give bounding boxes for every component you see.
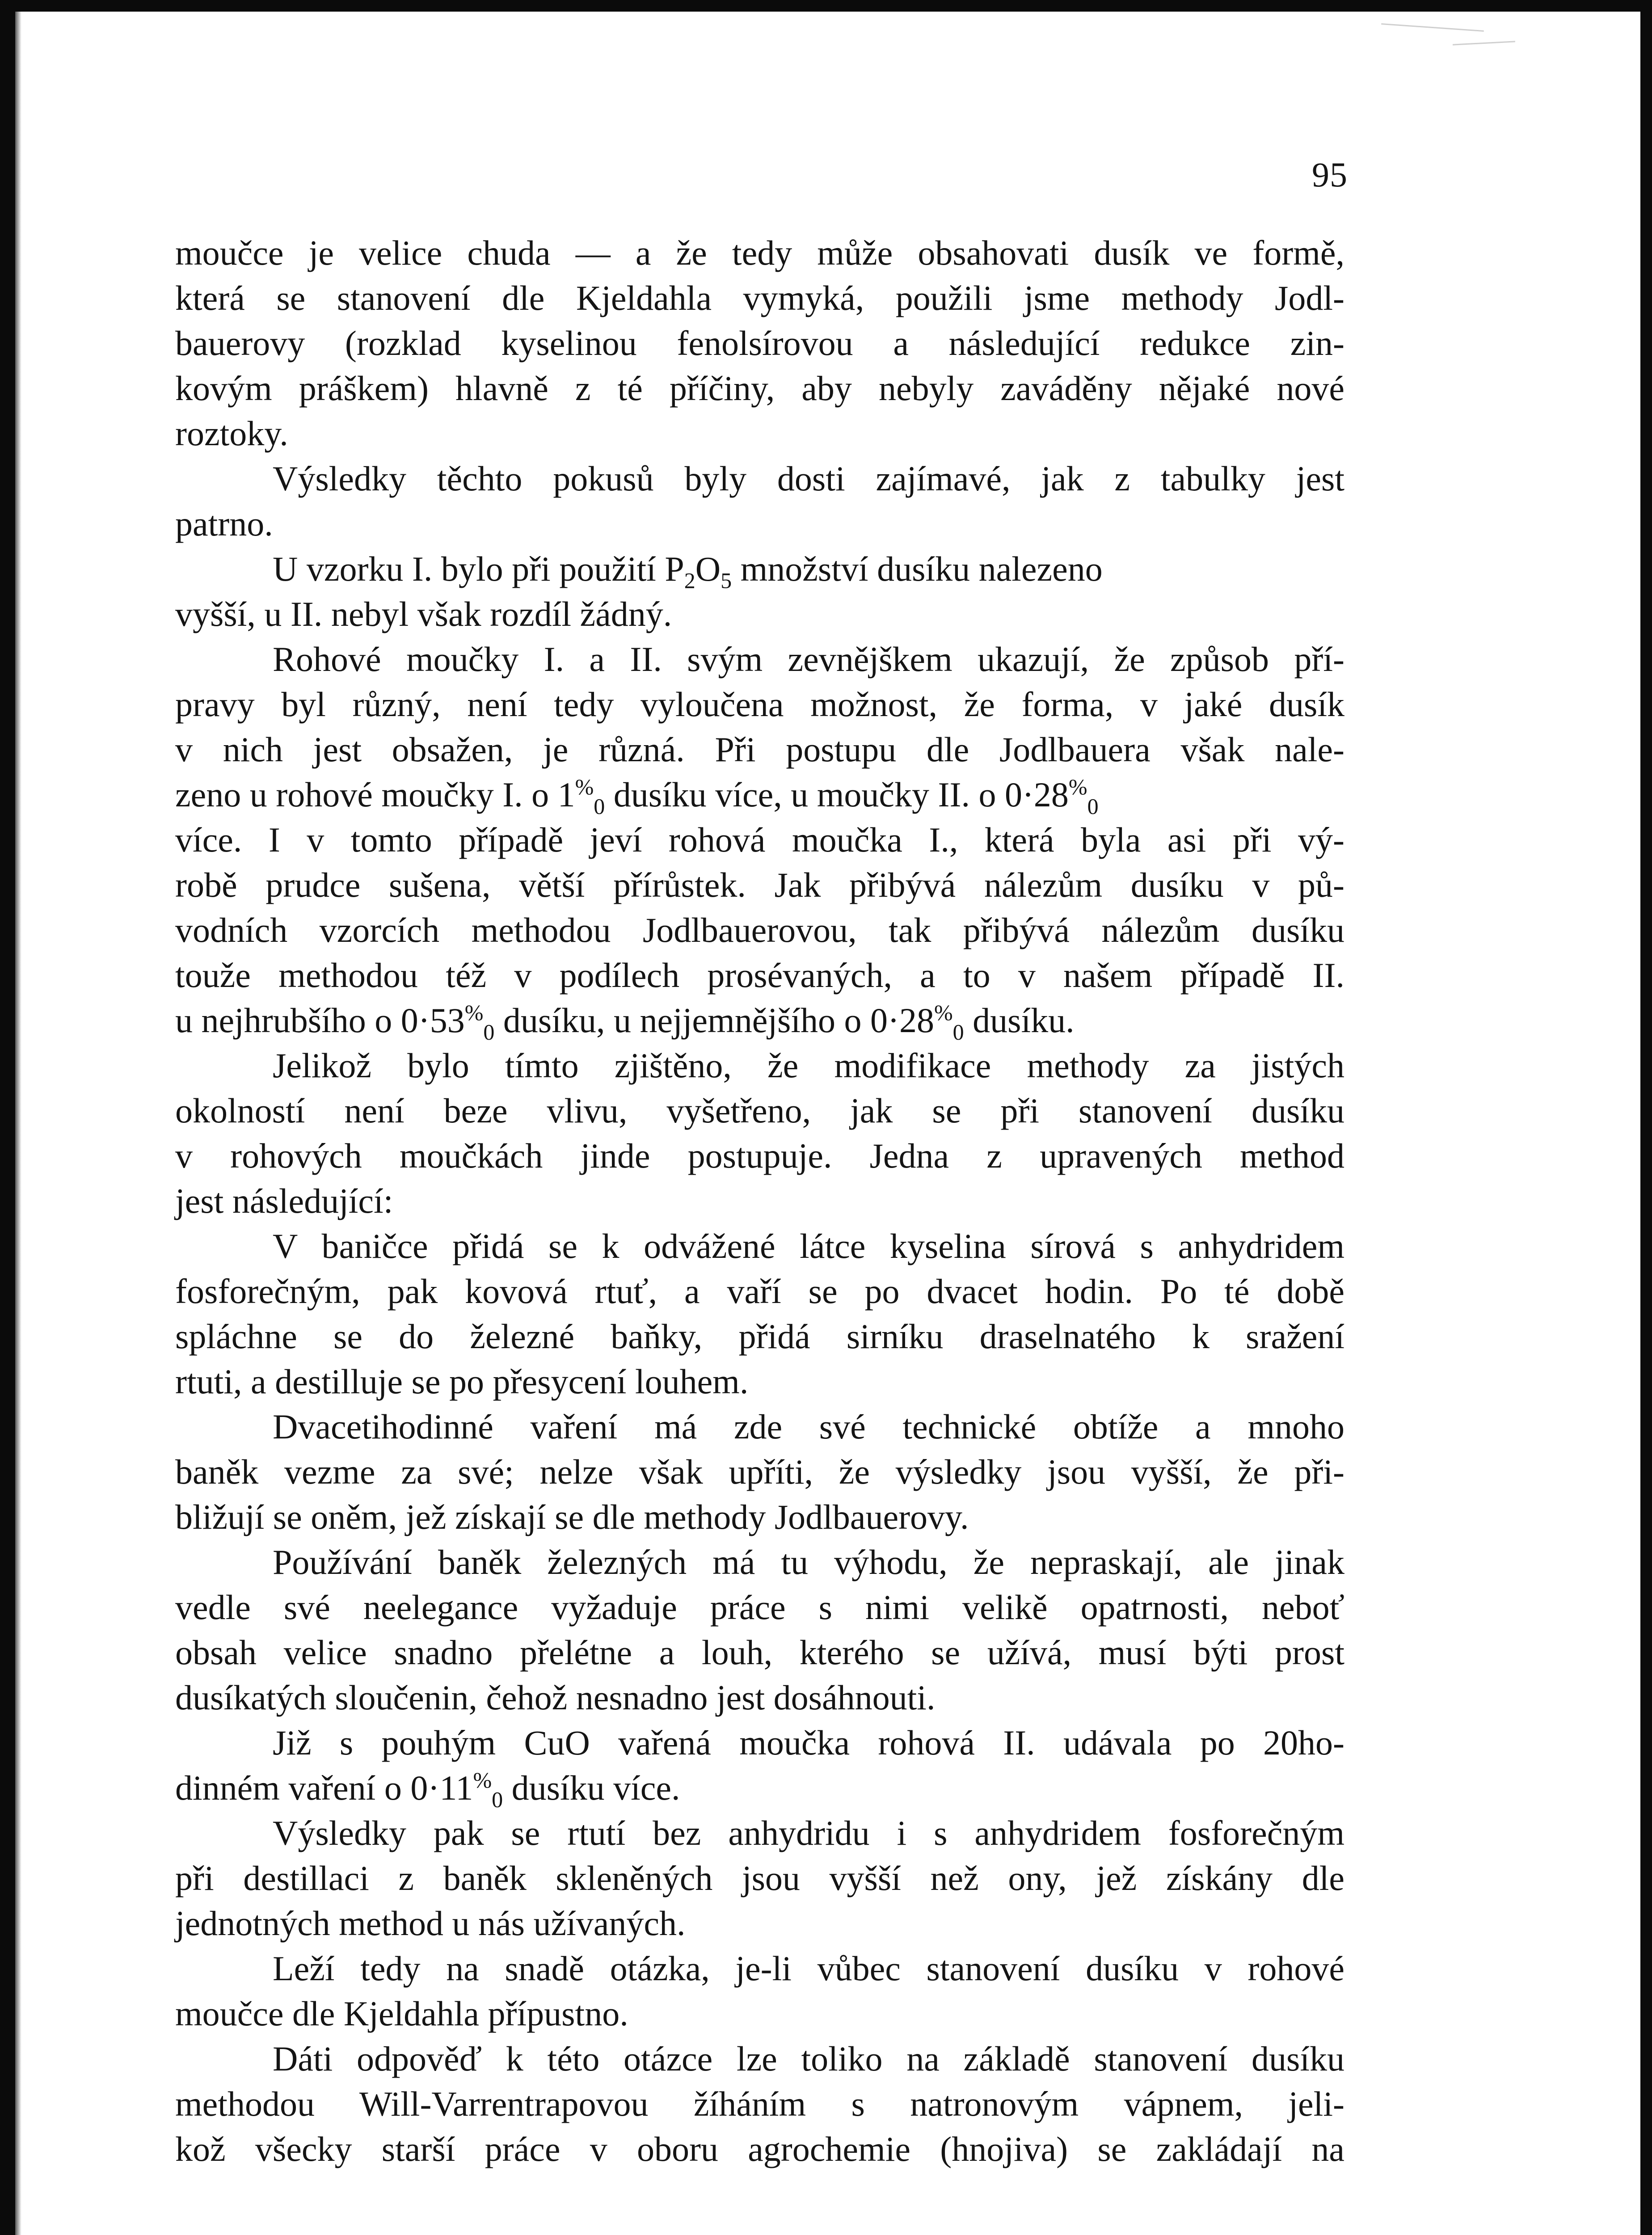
text-line: touže methodou též v podílech prosévaných, a to v našem případě II. [175,956,1344,995]
text-line: více. I v tomto případě jeví rohová moučka I., která byla asi při vý- [175,820,1344,859]
text-line: robě prudce sušena, větší přírůstek. Jak přibývá nálezům dusíku v pů- [175,865,1344,904]
page-edge-shadow [15,12,21,2235]
text-line: dusíkatých sloučenin, čehož nesnadno jest dosáhnouti. [175,1678,936,1717]
text-line: v rohových moučkách jinde postupuje. Jedna z upravených method [175,1136,1344,1175]
text-line: Dáti odpověď k této otázce lze toliko na základě stanovení dusíku [273,2039,1344,2078]
scan-smudge [1453,41,1515,45]
scan-smudge [1381,23,1484,32]
text-line: obsah velice snadno přelétne a louh, kterého se užívá, musí býti prost [175,1633,1344,1672]
text-line: Leží tedy na snadě otázka, je-li vůbec stanovení dusíku v rohové [273,1949,1344,1988]
text-line: fosforečným, pak kovová rtuť, a vaří se po dvacet hodin. Po té době [175,1272,1344,1311]
text-line: jest následující: [175,1181,393,1220]
text-line: u nejhrubšího o $0\cdot 53^{\%}_0$ dusíku, u nejjemnějšího o $0\cdot 28^{\%}_0$ dusíku. [175,1000,1075,1045]
text-line: Již s pouhým CuO vařená moučka rohová II. udávala po 20ho- [273,1723,1344,1762]
text-line: bauerovy (rozklad kyselinou fenolsírovou a následující redukce zin- [175,324,1344,363]
text-line: okolností není beze vlivu, vyšetřeno, jak se při stanovení dusíku [175,1091,1344,1130]
text-line: moučce dle Kjeldahla přípustno. [175,1994,628,2033]
text-line: vedle své neelegance vyžaduje práce s nimi velikě opatrnosti, neboť [175,1588,1344,1627]
text-line: zeno u rohové moučky I. o $1^{\%}_0$ dusíku více, u moučky II. o $0\cdot 28^{\%}_0$ [175,774,1099,819]
text-line: kovým práškem) hlavně z té příčiny, aby nebyly zaváděny nějaké nové [175,369,1344,408]
text-line: Výsledky těchto pokusů byly dosti zajímavé, jak z tabulky jest [273,459,1344,498]
text-line: v nich jest obsažen, je různá. Při postupu dle Jodlbauera však nale- [175,730,1344,769]
text-line: vyšší, u II. nebyl však rozdíl žádný. [175,595,672,633]
text-line: při destillaci z baněk skleněných jsou vyšší než ony, jež získány dle [175,1859,1344,1898]
text-line: která se stanovení dle Kjeldahla vymyká, použili jsme methody Jodl- [175,278,1344,317]
text-line: moučce je velice chuda — a že tedy může obsahovati dusík ve formě, [175,233,1344,272]
text-line: V baničce přidá se k odvážené látce kyselina sírová s anhydridem [273,1227,1344,1265]
text-line: pravy byl různý, není tedy vyloučena možnost, že forma, v jaké dusík [175,685,1344,724]
text-line: Dvacetihodinné vaření má zde své technické obtíže a mnoho [273,1407,1344,1446]
text-line: Výsledky pak se rtutí bez anhydridu i s anhydridem fosforečným [273,1813,1344,1852]
page-number: 95 [1312,155,1348,194]
text-line: Rohové moučky I. a II. svým zevnějškem ukazují, že způsob pří- [273,640,1344,679]
text-line: bližují se oněm, jež získají se dle methody Jodlbauerovy. [175,1497,969,1536]
text-line: patrno. [175,504,273,543]
text-line: jednotných method u nás užívaných. [175,1904,686,1943]
text-line: Jelikož bylo tímto zjištěno, že modifikace methody za jistých [273,1046,1344,1085]
text-line: rtuti, a destilluje se po přesycení louhem. [175,1362,749,1401]
text-line: kož všecky starší práce v oboru agrochemie (hnojiva) se zakládají na [175,2130,1344,2168]
text-line: U vzorku I. bylo při použití $P_2O_5$ množství dusíku nalezeno [273,549,1103,593]
text-line: dinném vaření o $0\cdot 11^{\%}_0$ dusíku více. [175,1767,680,1812]
text-line: vodních vzorcích methodou Jodlbauerovou, tak přibývá nálezům dusíku [175,911,1344,949]
text-line: baněk vezme za své; nelze však upříti, že výsledky jsou vyšší, že při- [175,1452,1344,1491]
text-line: Používání baněk železných má tu výhodu, že nepraskají, ale jinak [273,1543,1344,1581]
text-line: roztoky. [175,414,288,453]
body-text [175,230,1344,2172]
text-line: spláchne se do železné baňky, přidá sirníku draselnatého k sražení [175,1317,1344,1356]
text-line: methodou Will-Varrentrapovou žíháním s natronovým vápnem, jeli- [175,2084,1344,2123]
